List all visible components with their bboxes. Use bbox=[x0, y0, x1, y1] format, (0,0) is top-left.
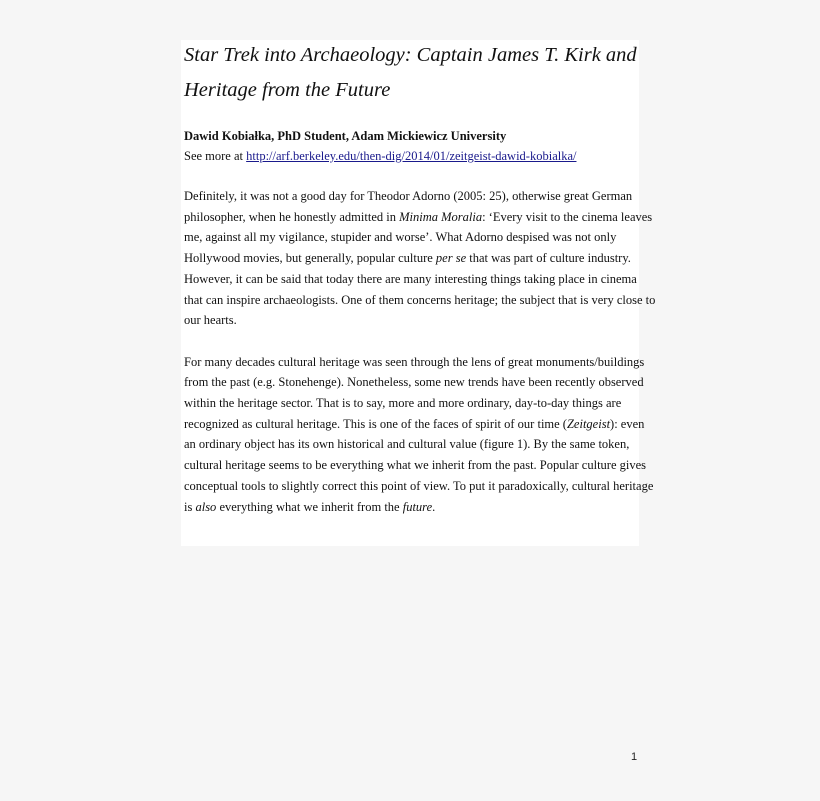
italic-text: Zeitgeist bbox=[566, 416, 611, 431]
paragraph-line: that can inspire archaeologists. One of them concerns heritage; the subject that is very close to bbox=[184, 292, 656, 307]
document-title bbox=[184, 38, 640, 108]
paragraph-line: an ordinary object has its own historical and cultural value (figure 1). By the same token, bbox=[184, 437, 630, 452]
paragraph-line: For many decades cultural heritage was seen through the lens of great monuments/buildings bbox=[184, 354, 645, 369]
paragraph-line: Hollywood movies, but generally, popular culture per se that was part of culture industry. bbox=[184, 251, 631, 266]
page-number: 1 bbox=[631, 751, 638, 763]
italic-text: per se bbox=[435, 251, 467, 266]
title-line-1: Star Trek into Archaeology: Captain James T. Kirk and bbox=[184, 44, 637, 66]
author-line: Dawid Kobiałka, PhD Student, Adam Mickiewicz University bbox=[184, 129, 507, 143]
paragraph-2 bbox=[184, 352, 654, 518]
paragraph-line: recognized as cultural heritage. This is one of the faces of spirit of our time (Zeitgeist): even bbox=[184, 416, 645, 431]
paragraph-line: cultural heritage seems to be everything what we inherit from the past. Popular culture gives bbox=[184, 458, 647, 473]
paragraph-line: philosopher, when he honestly admitted in Minima Moralia: ‘Every visit to the cinema leaves bbox=[184, 209, 653, 224]
paragraph-line: conceptual tools to slightly correct this point of view. To put it paradoxically, cultural heritage bbox=[184, 478, 654, 493]
paragraph-line: However, it can be said that today there are many interesting things taking place in cinema bbox=[184, 271, 637, 286]
see-more-line bbox=[184, 146, 640, 166]
italic-text: also bbox=[195, 499, 217, 514]
paragraph-line: our hearts. bbox=[184, 313, 237, 328]
paragraph-1 bbox=[184, 186, 656, 331]
italic-text: future bbox=[402, 499, 433, 514]
title-line-2: Heritage from the Future bbox=[184, 79, 391, 101]
paragraph-line: Definitely, it was not a good day for Theodor Adorno (2005: 25), otherwise great German bbox=[184, 189, 633, 203]
paragraph-line: from the past (e.g. Stonehenge). Nonetheless, some new trends have been recently observed bbox=[184, 375, 644, 390]
document-content bbox=[184, 38, 656, 517]
see-more-prefix: See more at bbox=[184, 149, 247, 163]
italic-text: Minima Moralia bbox=[399, 209, 483, 224]
paragraph-line: within the heritage sector. That is to say, more and more ordinary, day-to-day things are bbox=[184, 396, 622, 411]
source-link[interactable]: http://arf.berkeley.edu/then-dig/2014/01/zeitgeist-dawid-kobialka/ bbox=[246, 149, 577, 163]
paragraph-line: me, against all my vigilance, stupider and worse’. What Adorno despised was not only bbox=[184, 230, 617, 245]
paragraph-line: is also everything what we inherit from the future. bbox=[184, 499, 436, 514]
